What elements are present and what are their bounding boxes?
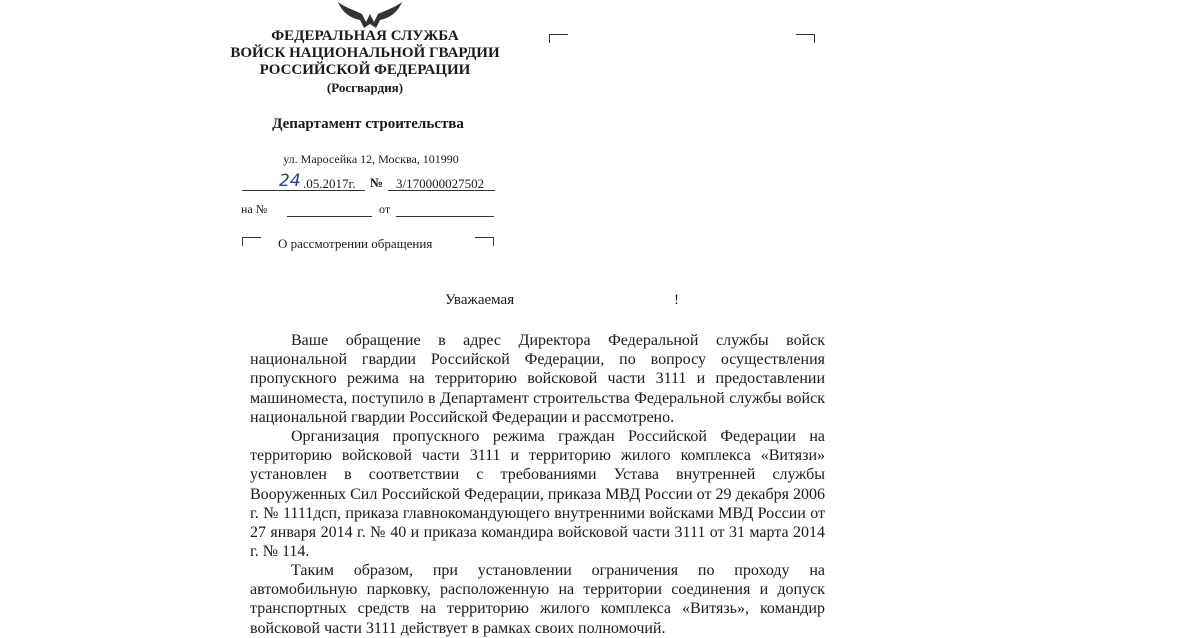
eagle-emblem-icon: [332, 0, 408, 30]
number-underline: [388, 190, 495, 191]
greeting-suffix: !: [674, 292, 679, 308]
subject-corner-left: [242, 237, 261, 246]
number-label: №: [370, 175, 384, 190]
org-name-line3: РОССИЙСКОЙ ФЕДЕРАЦИИ: [259, 62, 471, 78]
date-month-year: .05.2017г.: [303, 176, 356, 191]
addressee-corner-left: [549, 34, 568, 43]
reference-number-blank: [287, 216, 372, 217]
greeting-prefix: Уважаемая: [445, 292, 515, 308]
outgoing-number: 3/170000027502: [396, 176, 485, 191]
body-paragraph-1: Ваше обращение в адрес Директора Федеральной службы войск национальной гвардии Российской Федерации, по вопросу осуществления пропускного режима на территорию войсковой части 3111 и предоставлении машиноместа, поступило в Департамент строительства Федеральной службы войск национальной гвардии Российской Федерации и рассмотрено.: [250, 332, 825, 426]
department-name: Департамент строительства: [272, 116, 464, 132]
body-paragraph-3: Таким образом, при установлении ограничения по проходу на автомобильную парковку, расположенную на территории соединения и допуск транспортных средств на территорию жилого комплекса «Витязь», командир войсковой части 3111 действует в рамках своих полномочий.: [250, 562, 825, 637]
org-address: ул. Маросейка 12, Москва, 101990: [283, 152, 459, 166]
reference-date-blank: [396, 216, 494, 217]
reference-number-label: на №: [241, 202, 268, 216]
reference-date-label: от: [379, 202, 391, 216]
org-name-line1: ФЕДЕРАЛЬНАЯ СЛУЖБА: [271, 28, 459, 44]
body-paragraph-2: Организация пропускного режима граждан Российской Федерации на территорию войсковой части 3111 и территорию жилого комплекса «Витязи» установлен в соответствии с требованиями Устава внутренней службы Вооруженных Сил Российской Федерации, приказа МВД России от 29 декабря 2006 г. № 1111дсп, приказа главнокомандующего внутренними войсками МВД России от 27 января 2014 г. № 40 и приказа командира войсковой части 3111 от 31 марта 2014 г. № 114.: [250, 428, 825, 561]
date-underline: [242, 190, 365, 191]
date-day-handwritten: 24: [279, 171, 301, 191]
subject-corner-right: [475, 237, 494, 246]
org-name-line2: ВОЙСК НАЦИОНАЛЬНОЙ ГВАРДИИ: [230, 45, 500, 61]
subject-line: О рассмотрении обращения: [278, 236, 433, 251]
addressee-corner-right: [796, 34, 815, 43]
org-short-name: (Росгвардия): [326, 80, 404, 95]
